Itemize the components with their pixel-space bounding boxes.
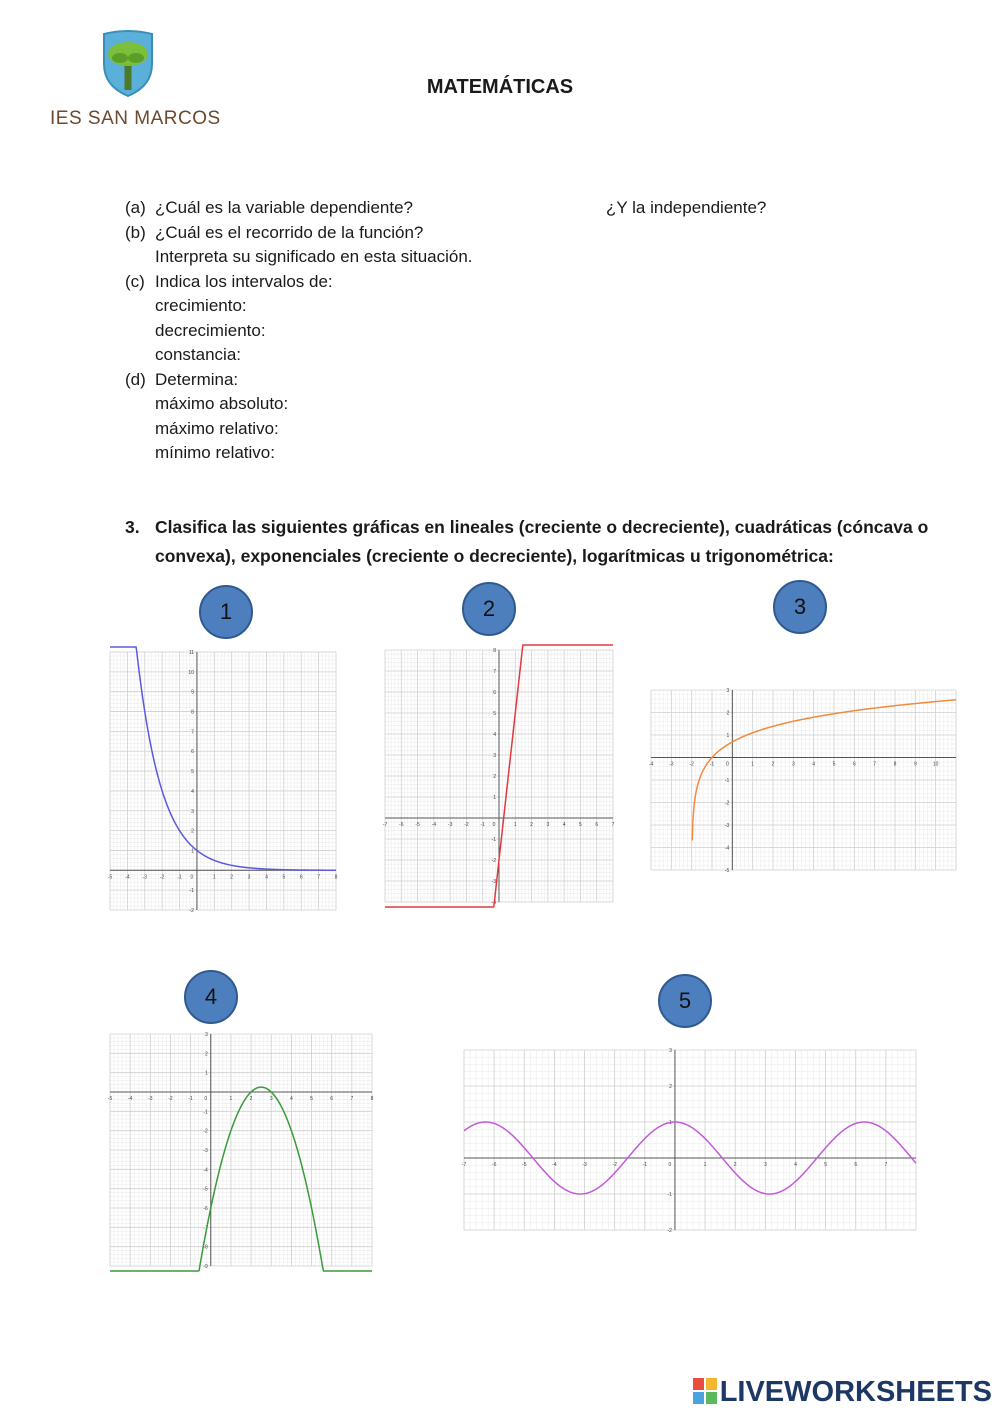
x-tick-label: -1 — [177, 874, 182, 881]
y-tick-label: -5 — [724, 868, 730, 874]
x-tick-label: 7 — [317, 874, 321, 881]
y-tick-label: -4 — [491, 900, 496, 906]
question-c-sub: crecimiento: — [155, 296, 247, 315]
graph-badge-5: 5 — [658, 974, 712, 1028]
x-tick-label: 7 — [873, 761, 877, 768]
liveworksheets-logo — [693, 1376, 992, 1409]
x-tick-label: -3 — [142, 874, 147, 881]
y-tick-label: -4 — [724, 845, 730, 852]
y-tick-label: 3 — [191, 808, 194, 815]
graph-5 — [461, 1048, 916, 1234]
y-tick-label: -6 — [203, 1206, 208, 1212]
x-tick-label: 1 — [703, 1162, 707, 1168]
x-tick-label: 0 — [204, 1096, 208, 1102]
x-tick-label: 3 — [546, 822, 550, 828]
x-tick-label: 3 — [791, 761, 795, 768]
x-tick-label: 8 — [370, 1096, 374, 1102]
y-tick-label: 5 — [191, 769, 194, 776]
y-tick-label: -1 — [724, 778, 730, 784]
function-curve — [692, 700, 956, 841]
x-tick-label: -4 — [125, 874, 130, 881]
question-b-text: ¿Cuál es el recorrido de la función? — [155, 222, 424, 242]
x-tick-label: 4 — [812, 761, 816, 768]
x-tick-label: 7 — [884, 1162, 888, 1168]
page-title: MATEMÁTICAS — [426, 76, 574, 98]
y-tick-label: 8 — [191, 709, 194, 716]
x-tick-label: 1 — [751, 761, 755, 768]
x-tick-label: 4 — [562, 822, 566, 828]
y-tick-label: -1 — [189, 888, 194, 895]
x-tick-label: -4 — [431, 822, 437, 828]
y-tick-label: 2 — [726, 710, 730, 717]
question-a-text: ¿Cuál es la variable dependiente? — [155, 198, 414, 217]
x-tick-label: 3 — [269, 1096, 273, 1102]
x-tick-label: 1 — [212, 874, 216, 881]
school-name: IES SAN MARCOS — [50, 108, 221, 129]
y-tick-label: 9 — [191, 689, 194, 696]
x-tick-label: 6 — [854, 1162, 858, 1168]
y-tick-label: 3 — [493, 753, 496, 759]
question-a-label: (a) — [125, 198, 146, 217]
y-tick-label: 4 — [191, 788, 194, 795]
x-tick-label: -6 — [399, 822, 404, 828]
x-tick-label: 2 — [771, 761, 775, 768]
x-tick-label: 2 — [249, 1096, 253, 1102]
question-d-label: (d) — [125, 369, 146, 389]
y-tick-label: 2 — [669, 1084, 672, 1090]
question-list — [125, 196, 825, 476]
x-tick-label: -1 — [709, 761, 715, 768]
y-tick-label: 7 — [493, 669, 496, 675]
x-tick-label: -2 — [689, 761, 694, 768]
y-tick-label: -2 — [203, 1128, 208, 1135]
x-tick-label: 10 — [932, 761, 939, 768]
x-tick-label: 7 — [350, 1096, 354, 1102]
y-tick-label: 1 — [726, 733, 730, 739]
exercise-3 — [125, 513, 945, 573]
x-tick-label: 2 — [733, 1162, 737, 1168]
x-tick-label: -3 — [669, 761, 674, 768]
y-tick-label: 11 — [188, 650, 194, 656]
question-b-sub: Interpreta su significado en esta situación. — [155, 247, 473, 266]
x-tick-label: 3 — [763, 1162, 767, 1168]
x-tick-label: -3 — [447, 822, 453, 828]
exercise-number: 3. — [125, 517, 140, 537]
liveworksheets-icon — [693, 1378, 717, 1404]
x-tick-label: 8 — [334, 874, 338, 881]
x-tick-label: 6 — [299, 874, 303, 881]
y-tick-label: -7 — [203, 1225, 208, 1232]
x-tick-label: 0 — [668, 1162, 672, 1168]
y-tick-label: -2 — [667, 1228, 672, 1234]
y-tick-label: 1 — [493, 795, 496, 801]
y-tick-label: 3 — [726, 688, 730, 694]
x-tick-label: 0 — [725, 761, 729, 768]
question-b-label: (b) — [125, 222, 146, 242]
x-tick-label: -1 — [188, 1096, 193, 1102]
x-tick-label: 5 — [310, 1096, 313, 1102]
question-d-sub: máximo relativo: — [155, 418, 279, 438]
y-tick-label: -3 — [491, 879, 496, 885]
question-d-sub: máximo absoluto: — [155, 394, 289, 413]
x-tick-label: 6 — [595, 822, 599, 828]
x-tick-label: -5 — [522, 1162, 527, 1168]
y-tick-label: 2 — [191, 828, 194, 835]
x-tick-label: 5 — [824, 1162, 827, 1168]
question-d-text: Determina: — [155, 369, 239, 389]
y-tick-label: -1 — [491, 837, 496, 843]
x-tick-label: -6 — [491, 1162, 497, 1168]
y-tick-label: 3 — [669, 1048, 672, 1054]
y-tick-label: 10 — [188, 669, 194, 676]
y-tick-label: 8 — [493, 648, 496, 654]
graph-1 — [107, 650, 338, 914]
question-d-sub: mínimo relativo: — [155, 443, 275, 462]
graph-4 — [107, 1032, 374, 1270]
exercise-line: Clasifica las siguientes gráficas en lineales (creciente o decreciente), cuadráticas (cóncava o — [155, 517, 929, 537]
y-tick-label: -3 — [724, 823, 730, 829]
x-tick-label: -3 — [582, 1162, 587, 1168]
x-tick-label: 2 — [530, 822, 533, 828]
x-tick-label: -4 — [552, 1162, 557, 1168]
x-tick-label: 5 — [832, 761, 836, 768]
x-tick-label: 5 — [282, 874, 286, 881]
graph-badge-4: 4 — [184, 970, 238, 1024]
x-tick-label: -2 — [159, 874, 165, 881]
question-a-extra: ¿Y la independiente? — [606, 198, 767, 217]
y-tick-label: 7 — [191, 729, 194, 736]
x-tick-label: 4 — [289, 1096, 293, 1102]
x-tick-label: -7 — [461, 1162, 467, 1168]
y-tick-label: -1 — [203, 1109, 208, 1116]
x-tick-label: -4 — [648, 761, 654, 768]
graph-2 — [382, 648, 615, 906]
x-tick-label: 8 — [893, 761, 897, 768]
liveworksheets-text: LIVEWORKSHEETS — [719, 1376, 992, 1408]
y-tick-label: -1 — [667, 1192, 672, 1198]
graph-3 — [648, 688, 956, 874]
x-tick-label: -4 — [127, 1096, 133, 1102]
x-tick-label: 7 — [611, 822, 615, 828]
y-tick-label: -2 — [189, 908, 194, 914]
graph-badge-2: 2 — [462, 582, 516, 636]
x-tick-label: -2 — [168, 1096, 173, 1102]
x-tick-label: 4 — [794, 1162, 797, 1168]
x-tick-label: 6 — [852, 761, 856, 768]
question-c-sub: constancia: — [155, 345, 241, 364]
x-tick-label: 0 — [190, 874, 194, 881]
x-tick-label: 2 — [230, 874, 234, 881]
y-tick-label: -2 — [491, 858, 496, 864]
exercise-line: convexa), exponenciales (creciente o decreciente), logarítmicas u trigonométrica: — [155, 546, 834, 566]
y-tick-label: -5 — [203, 1186, 208, 1193]
y-tick-label: 4 — [493, 732, 496, 738]
x-tick-label: -5 — [415, 822, 420, 828]
y-tick-label: 6 — [191, 749, 194, 756]
x-tick-label: -5 — [107, 874, 113, 881]
x-tick-label: 5 — [579, 822, 582, 828]
function-curve — [107, 1087, 372, 1271]
y-tick-label: 2 — [493, 774, 496, 780]
question-c-label: (c) — [125, 271, 145, 291]
y-tick-label: -8 — [203, 1244, 208, 1251]
x-tick-label: 1 — [229, 1096, 233, 1102]
x-tick-label: 4 — [265, 874, 268, 881]
x-tick-label: -2 — [464, 822, 469, 828]
y-tick-label: 1 — [191, 848, 194, 855]
x-tick-label: -3 — [148, 1096, 153, 1102]
question-c-sub: decrecimiento: — [155, 320, 266, 340]
y-tick-label: -3 — [203, 1148, 208, 1154]
graph-badge-3: 3 — [773, 580, 827, 634]
x-tick-label: 6 — [330, 1096, 334, 1102]
y-tick-label: -4 — [203, 1167, 208, 1174]
y-tick-label: 1 — [204, 1070, 208, 1077]
x-tick-label: 0 — [492, 822, 496, 828]
function-curve — [110, 647, 336, 870]
x-tick-label: 3 — [247, 874, 251, 881]
x-tick-label: -1 — [480, 822, 485, 828]
x-tick-label: -7 — [382, 822, 388, 828]
x-tick-label: -1 — [642, 1162, 648, 1168]
y-tick-label: 2 — [204, 1051, 208, 1058]
graph-badge-1: 1 — [199, 585, 253, 639]
question-c-text: Indica los intervalos de: — [155, 271, 333, 291]
x-tick-label: -2 — [612, 1162, 617, 1168]
y-tick-label: 1 — [669, 1120, 672, 1126]
y-tick-label: -9 — [203, 1264, 208, 1270]
x-tick-label: 1 — [513, 822, 517, 828]
y-tick-label: 6 — [493, 690, 496, 696]
x-tick-label: 9 — [913, 761, 917, 768]
y-tick-label: 5 — [493, 711, 496, 717]
y-tick-label: 3 — [204, 1032, 208, 1038]
x-tick-label: -5 — [107, 1096, 113, 1102]
y-tick-label: -2 — [724, 800, 730, 807]
